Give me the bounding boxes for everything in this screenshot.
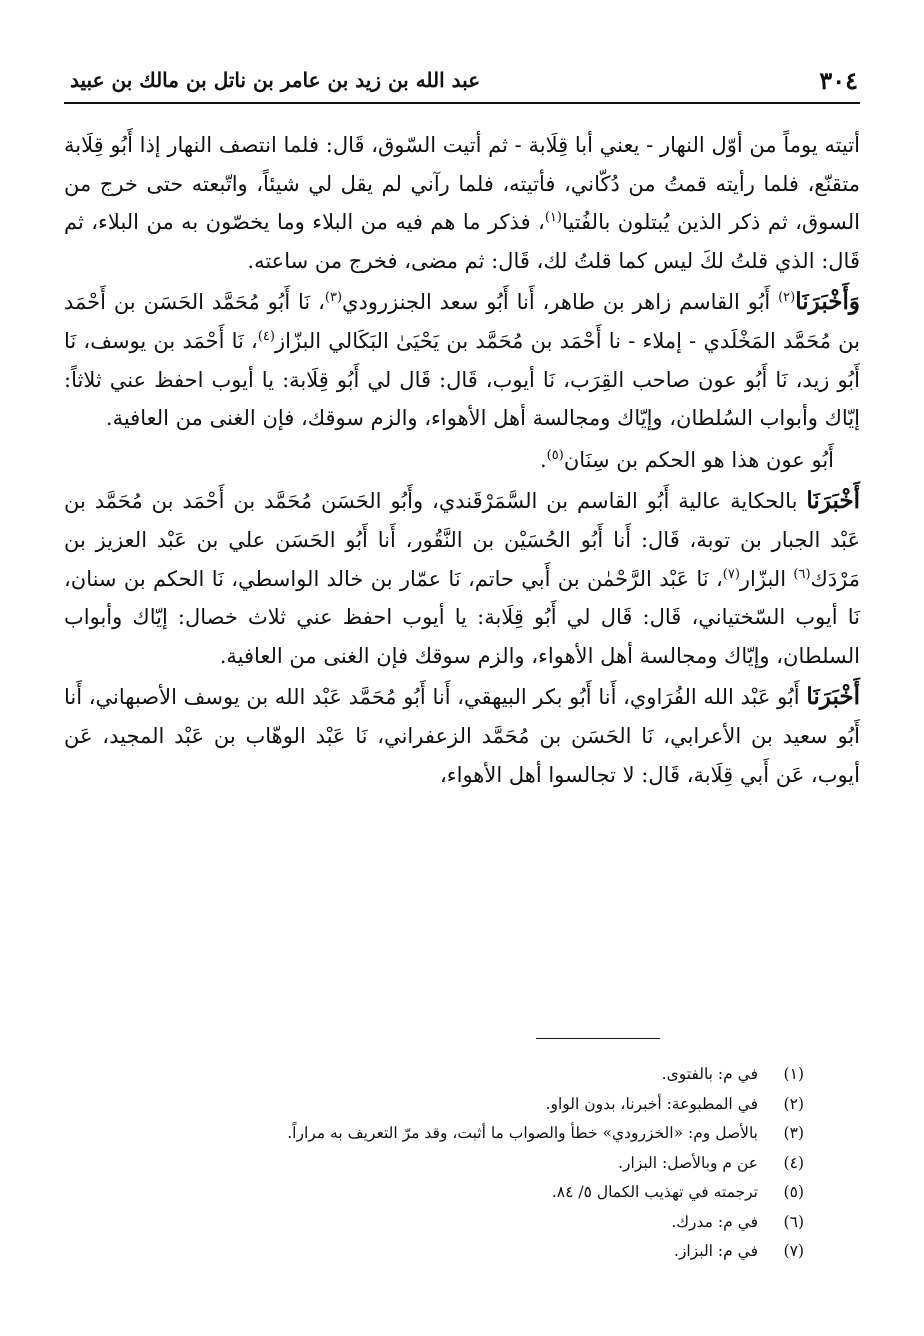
footnotes-list [64, 1060, 804, 1267]
main-text [64, 126, 860, 794]
footnote-ref: (٥) [546, 447, 564, 463]
paragraph-2 [64, 283, 860, 437]
isnad-lead-word: وَأَخْبَرَنَا [795, 288, 860, 316]
footnote-number: (٧) [783, 1242, 804, 1260]
footnote-number: (١) [783, 1065, 804, 1083]
paragraph-text: . [539, 447, 547, 472]
footnote-ref: (٤) [257, 328, 275, 344]
footnote-text: ترجمته في تهذيب الكمال ٥/ ٨٤. [551, 1183, 758, 1201]
paragraph-text: أَبُو القاسم زاهر بن طاهر، أَنا أَبُو سعد الجنزرودي [342, 290, 779, 315]
paragraph-3 [64, 441, 860, 480]
footnote-ref: (٢) [778, 290, 796, 306]
footnote-text: عن م وبالأصل: البزار. [618, 1153, 758, 1172]
footnote-ref: (٦) [793, 566, 811, 582]
footnote-item [64, 1178, 804, 1208]
footnote-number: (٤) [783, 1153, 804, 1172]
footnote-item [64, 1208, 804, 1238]
isnad-lead-word: أَخْبَرَنَا [806, 683, 860, 711]
footnote-text: في م: البزاز. [674, 1242, 758, 1260]
footnote-text: في م: مدرك. [671, 1212, 758, 1231]
paragraph-text: أَبُو عون هذا هو الحكم بن سِنَان [563, 447, 834, 472]
footnote-item [64, 1237, 804, 1267]
book-page [64, 58, 860, 1298]
footnote-ref: (١) [544, 210, 562, 226]
footnote-item [64, 1090, 804, 1120]
footnote-ref: (٣) [324, 290, 343, 306]
footnote-item [64, 1149, 804, 1179]
footnote-text: بالأصل وم: «الخزرودي» خطأ والصواب ما أثبت، وقد مرّ التعريف به مراراً. [287, 1124, 758, 1142]
paragraph-5 [64, 678, 860, 794]
footnote-number: (٢) [783, 1094, 804, 1113]
paragraph-text: ، نَا أَبُو مُحَمَّد الحَسَن بن أَحْمَد بن مُحَمَّد المَخْلَدي - إملاء - نا أَحْمَد بن مُحَمَّد بن يَحْيَىٰ البَكَالي البزّاز [64, 290, 860, 353]
footnote-ref: (٧) [722, 566, 740, 582]
paragraph-text: ، نَا أَحْمَد بن يوسف، نَا أَبُو زيد، نَا أَبُو عون صاحب القِرَب، نَا أيوب، قَال: قَال لي أَبُو قِلَابة: يا أيوب احفظ عني ثلاثاً: إيّاك وأبواب السُلطان، وإيّاك ومجالسة أهل الأهواء، والزم سوقك، فإن الغنى من العافية. [64, 328, 860, 431]
isnad-lead-word: أَخْبَرَنَا [806, 487, 860, 515]
page-number: ٣٠٤ [819, 66, 858, 95]
paragraph-text: بالحكاية عالية أَبُو القاسم بن السَّمَرْقَندي، وأَبُو الحَسَن مُحَمَّد بن أَحْمَد بن مُحَمَّد بن عَبْد الجبار بن توبة، قَال: أَنا أَبُو الحُسَيْن بن النَّقُور، أَنا أَبُو الحَسَن علي بن عَبْد العزيز بن مَرْدَك [64, 489, 861, 591]
footnote-number: (٥) [783, 1183, 804, 1201]
footnote-number: (٦) [783, 1212, 804, 1231]
running-title: عبد الله بن زيد بن عامر بن ناتل بن مالك بن عبيد [70, 68, 481, 92]
paragraph-text: أَبُو عَبْد الله الفُرَاوي، أَنا أَبُو بكر البيهقي، أَنا أَبُو مُحَمَّد عَبْد الله بن يوسف الأصبهاني، أَنا أَبُو سعيد بن الأعرابي، نَا الحَسَن بن مُحَمَّد الزعفراني، نَا عَبْد الوهّاب بن عَبْد المجيد، عَن أيوب، عَن أَبي قِلَابة، قَال: لا تجالسوا أهل الأهواء، [64, 685, 860, 787]
paragraph-1 [64, 126, 860, 280]
paragraph-text: ، نَا عَبْد الرَّحْمٰن بن أَبي حاتم، نَا عمّار بن خالد الواسطي، نَا الحكم بن سنان، نَا أيوب السّختياني، قَال: قَال لي أَبُو قِلَابة: يا أيوب احفظ عني ثلاث خصال: إيّاك وأبواب السلطان، وإيّاك ومجالسة أهل الأهواء، والزم سوقك فإن الغنى من العافية. [64, 566, 860, 668]
paragraph-text: أتيته يوماً من أوّل النهار - يعني أبا قِلَابة - ثم أتيت السّوق، قَال: فلما انتصف النهار إذا أَبُو قِلَابة متقنّع، فلما رأيته قمتُ من دُكّاني، فأتيته، فلما رآني لم يقل لي شيئاً، واتّبعته حتى خرج من السوق، ثم ذكر الذين يُبتلون بالفُتيا [64, 133, 860, 235]
paragraph-4 [64, 482, 860, 675]
paragraph-text: البزّار [739, 566, 794, 591]
page-header [64, 58, 860, 104]
footnote-number: (٣) [783, 1124, 804, 1142]
paragraph-text: ، فذكر ما هم فيه من البلاء وما يخصّون به من البلاء، ثم قَال: الذي قلتُ لكَ ليس كما قلتُ لك، قَال: ثم مضى، فخرج من ساعته. [64, 210, 860, 273]
footnote-divider [536, 1038, 660, 1039]
footnote-text: في م: بالفتوى. [661, 1065, 758, 1083]
footnote-text: في المطبوعة: أخبرنا، بدون الواو. [545, 1094, 758, 1113]
footnote-item [64, 1119, 804, 1149]
footnote-item [64, 1060, 804, 1090]
